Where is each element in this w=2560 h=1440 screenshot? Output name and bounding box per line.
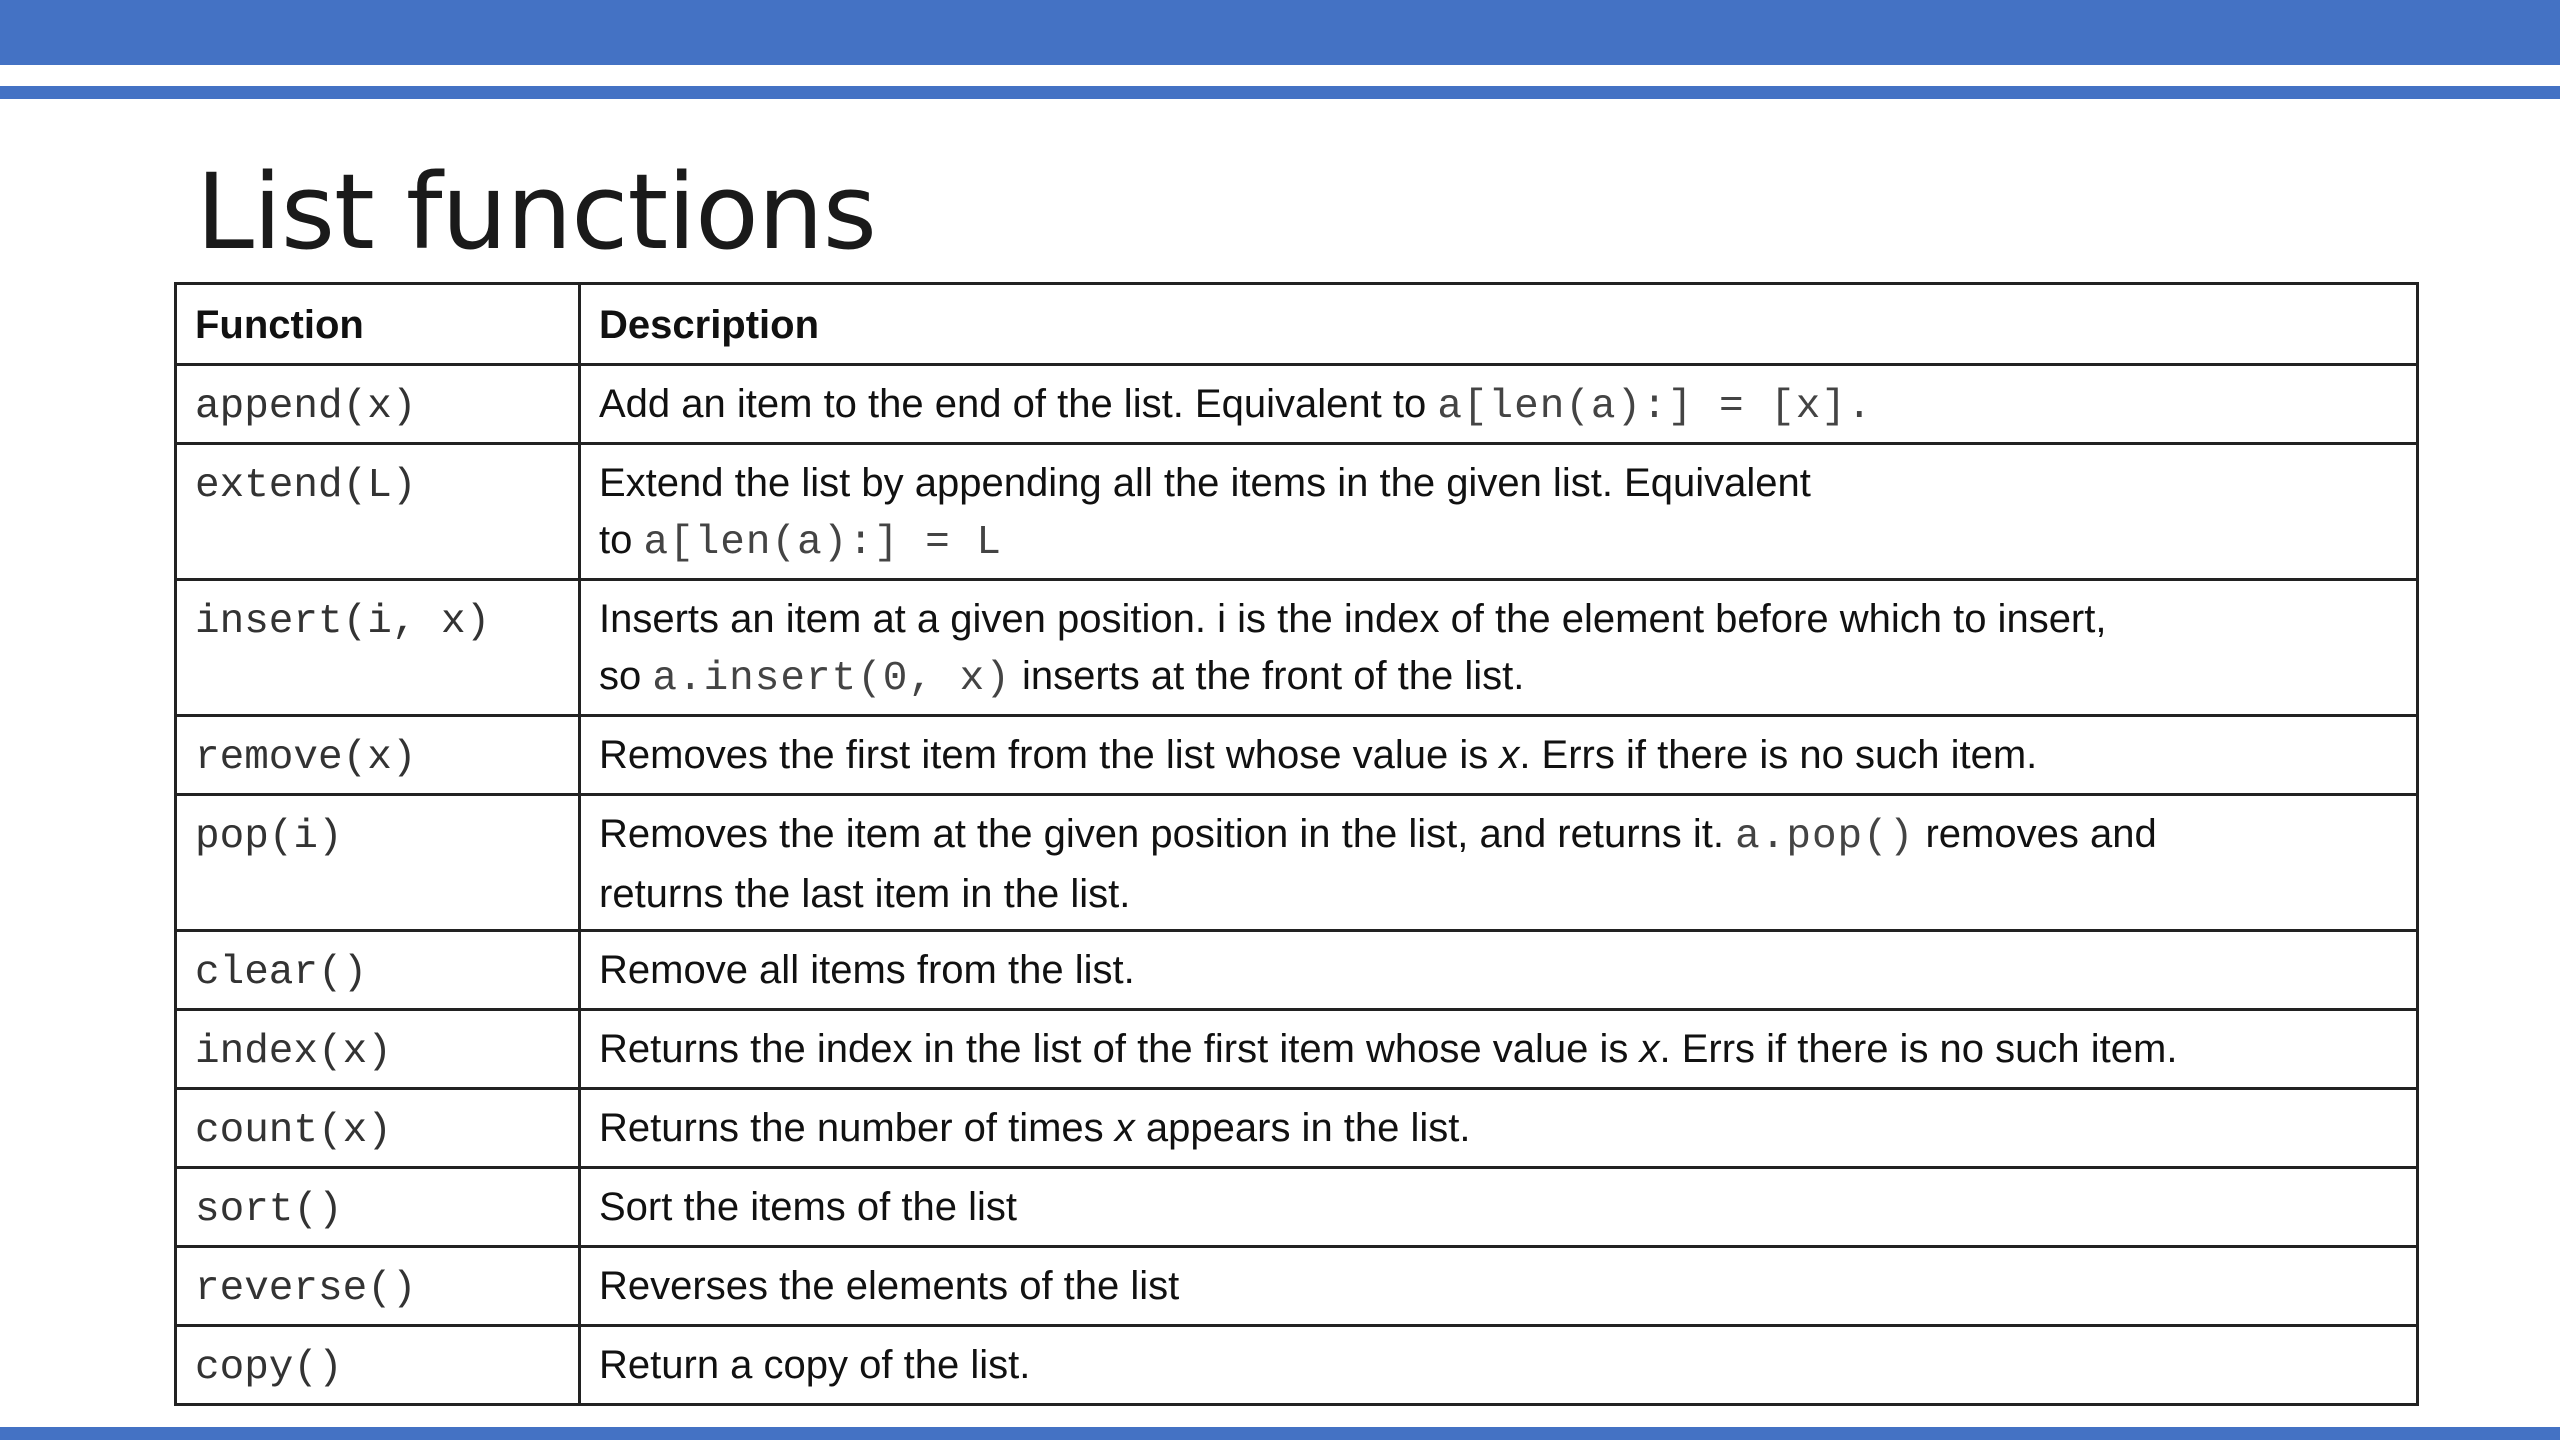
description-text: Returns the index in the list of the first item whose value is — [599, 1027, 1640, 1071]
function-name: count(x) — [195, 1108, 392, 1154]
description-text: Removes the first item from the list whose value is — [599, 733, 1500, 777]
description-text: Inserts an item at a given position. i is the index of the element before which to insert, — [599, 597, 2107, 641]
description-text: Reverses the elements of the list — [599, 1264, 1180, 1308]
description-text: to — [599, 518, 644, 562]
description-text: . Errs if there is no such item. — [1659, 1027, 2178, 1071]
table-row — [176, 931, 2418, 1010]
description-cell — [580, 444, 2418, 580]
description-text: . Errs if there is no such item. — [1519, 733, 2038, 777]
list-functions-table — [174, 282, 2419, 1406]
function-cell — [176, 1089, 580, 1168]
description-cell — [580, 580, 2418, 716]
description-cell — [580, 716, 2418, 795]
function-cell — [176, 931, 580, 1010]
table-row — [176, 1168, 2418, 1247]
function-cell — [176, 795, 580, 931]
function-name: copy() — [195, 1345, 343, 1391]
code-snippet: a.pop() — [1735, 814, 1915, 860]
table-row — [176, 1326, 2418, 1405]
slide-title: List functions — [196, 151, 876, 273]
description-text: Add an item to the end of the list. Equivalent to — [599, 382, 1438, 426]
description-cell — [580, 931, 2418, 1010]
description-text: Remove all items from the list. — [599, 948, 1135, 992]
description-text: Extend the list by appending all the items in the given list. Equivalent — [599, 461, 1811, 505]
description-text: appears in the list. — [1134, 1106, 1471, 1150]
italic-variable: x — [1114, 1106, 1135, 1150]
function-name: clear() — [195, 950, 368, 996]
table-row — [176, 580, 2418, 716]
description-text: so — [599, 654, 653, 698]
table-row — [176, 365, 2418, 444]
top-accent-line — [0, 86, 2560, 99]
table-header-row — [176, 284, 2418, 365]
italic-variable: x — [1499, 733, 1520, 777]
function-cell — [176, 580, 580, 716]
function-cell — [176, 1326, 580, 1405]
code-snippet: a[len(a):] = L — [643, 520, 1002, 566]
description-cell — [580, 795, 2418, 931]
function-name: sort() — [195, 1187, 343, 1233]
table-row — [176, 1089, 2418, 1168]
top-accent-bar — [0, 0, 2560, 65]
table-row — [176, 716, 2418, 795]
description-cell — [580, 1247, 2418, 1326]
function-name: insert(i, x) — [195, 599, 491, 645]
description-text: removes and — [1914, 812, 2157, 856]
function-name: remove(x) — [195, 735, 417, 781]
function-name: extend(L) — [195, 463, 417, 509]
description-cell — [580, 1168, 2418, 1247]
table-row — [176, 795, 2418, 931]
function-cell — [176, 365, 580, 444]
description-text: inserts at the front of the list. — [1010, 654, 1525, 698]
column-header-function: Function — [176, 284, 580, 365]
column-header-description: Description — [580, 284, 2418, 365]
description-text: Removes the item at the given position in the list, and returns it. — [599, 812, 1736, 856]
description-text: Return a copy of the list. — [599, 1343, 1031, 1387]
table-row — [176, 1247, 2418, 1326]
function-cell — [176, 1247, 580, 1326]
function-cell — [176, 716, 580, 795]
function-name: pop(i) — [195, 814, 343, 860]
function-cell — [176, 1010, 580, 1089]
function-name: index(x) — [195, 1029, 392, 1075]
function-name: reverse() — [195, 1266, 417, 1312]
function-cell — [176, 444, 580, 580]
description-cell — [580, 365, 2418, 444]
bottom-accent-bar — [0, 1427, 2560, 1440]
table-row — [176, 444, 2418, 580]
table-row — [176, 1010, 2418, 1089]
code-snippet: a.insert(0, x) — [652, 656, 1011, 702]
description-cell — [580, 1089, 2418, 1168]
italic-variable: x — [1639, 1027, 1660, 1071]
code-snippet: a[len(a):] = [x]. — [1437, 384, 1873, 430]
function-name: append(x) — [195, 384, 417, 430]
description-text: returns the last item in the list. — [599, 872, 1131, 916]
description-text: Returns the number of times — [599, 1106, 1115, 1150]
description-text: Sort the items of the list — [599, 1185, 1017, 1229]
function-cell — [176, 1168, 580, 1247]
description-cell — [580, 1010, 2418, 1089]
description-cell — [580, 1326, 2418, 1405]
